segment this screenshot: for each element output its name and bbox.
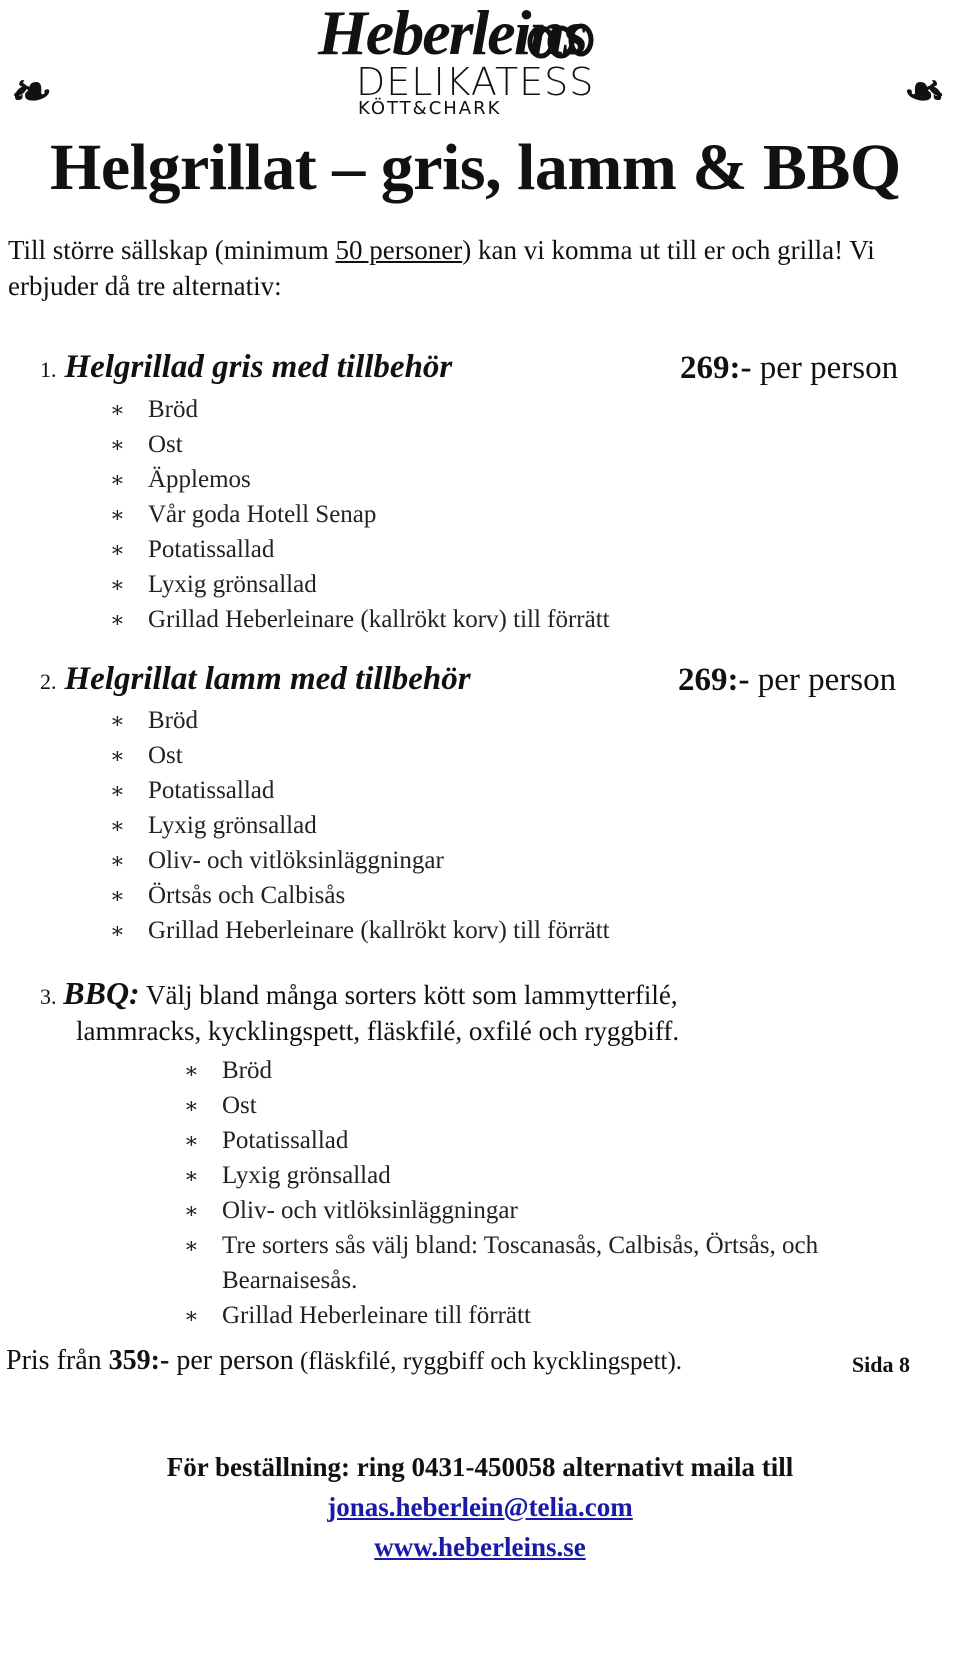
item-2-price-value: 269:- [678, 662, 750, 698]
website-row [0, 1532, 960, 1563]
bbq-price-line [6, 1345, 682, 1377]
list-item: ∗ Ost [182, 1088, 892, 1123]
order-info: För beställning: ring 0431-450058 alternativt maila till [166, 1452, 794, 1482]
list-item: ∗ Tre sorters sås välj bland: Toscanasås, Calbisås, Örtsås, och Bearnaisesås. [182, 1228, 892, 1298]
item-2-price [678, 662, 896, 699]
bbq-price-note: (fläskfilé, ryggbiff och kycklingspett). [293, 1348, 683, 1375]
list-item: ∗ Lyxig grönsallad [108, 567, 610, 602]
item-2-heading [40, 660, 471, 698]
bbq-price-prefix: Pris från [6, 1345, 109, 1376]
heberleins-logo [300, 0, 630, 119]
item-3-name: BBQ: [63, 975, 140, 1011]
list-item: ∗ Örtsås och Calbisås [108, 878, 610, 913]
item-1-price-unit: per person [751, 350, 899, 386]
page-number: Sida 8 [851, 1352, 910, 1377]
list-item: ∗ Grillad Heberleinare (kallrökt korv) till förrätt [108, 602, 610, 637]
intro-text-start: Till större sällskap (minimum [8, 235, 336, 265]
item-1-heading [40, 348, 452, 386]
intro-text-end: ) kan vi komma ut till er och grilla! Vi erbjuder då tre alternativ: [8, 235, 875, 301]
list-item: ∗ Oliv- och vitlöksinläggningar [182, 1193, 892, 1228]
item-2-accompaniments [108, 703, 610, 948]
list-item: ∗ Äpplemos [108, 462, 610, 497]
bbq-price-unit: per person [169, 1345, 294, 1376]
item-2-name: Helgrillat lamm med tillbehör [64, 661, 471, 697]
list-item: ∗ Lyxig grönsallad [108, 808, 610, 843]
page-title: Helgrillat – gris, lamm & BBQ [50, 131, 901, 204]
list-item: ∗ Potatissallad [108, 532, 610, 567]
item-2-price-unit: per person [749, 662, 897, 698]
item-1-price [680, 350, 898, 387]
intro-minimum-guests: 50 personer [335, 235, 463, 265]
logo-kott-chark: KÖTT&CHARK [358, 98, 502, 119]
item-3-number: 3. [40, 984, 57, 1009]
email-row [0, 1492, 960, 1523]
item-2-number: 2. [40, 669, 57, 694]
item-1-number: 1. [40, 357, 57, 382]
item-1-accompaniments [108, 392, 610, 637]
list-item: ∗ Vår goda Hotell Senap [108, 497, 610, 532]
item-3-description-2: lammracks, kycklingspett, fläskfilé, oxfilé och ryggbiff. [76, 1016, 680, 1046]
list-item: ∗ Ost [108, 738, 610, 773]
list-item: ∗ Bröd [108, 392, 610, 427]
logo-script-text: Heberleins [318, 0, 586, 68]
list-item: ∗ Bröd [182, 1053, 892, 1088]
list-item: ∗ Oliv- och vitlöksinläggningar [108, 843, 610, 878]
list-item: ∗ Potatissallad [108, 773, 610, 808]
list-item: ∗ Ost [108, 427, 610, 462]
left-flourish-icon: ❧ [8, 66, 49, 119]
logo-rings-icon [525, 16, 595, 66]
item-3-heading [40, 975, 940, 1015]
bbq-price-value: 359:- [108, 1345, 170, 1376]
item-1-name: Helgrillad gris med tillbehör [64, 349, 453, 385]
list-item: ∗ Lyxig grönsallad [182, 1158, 892, 1193]
list-item: ∗ Bröd [108, 703, 610, 738]
item-3-accompaniments [182, 1053, 892, 1333]
list-item: ∗ Grillad Heberleinare till förrätt [182, 1298, 892, 1333]
item-3-description-1: Välj bland många sorters kött som lammytterfilé, [139, 980, 678, 1010]
list-item: ∗ Potatissallad [182, 1123, 892, 1158]
right-flourish-icon: ❧ [907, 66, 948, 119]
email-link[interactable]: jonas.heberlein@telia.com [327, 1492, 633, 1522]
list-item: ∗ Grillad Heberleinare (kallrökt korv) till förrätt [108, 913, 610, 948]
item-1-price-value: 269:- [680, 350, 752, 386]
website-link[interactable]: www.heberleins.se [374, 1532, 586, 1562]
logo-delikatess: DELIKATESS [356, 60, 595, 104]
intro-paragraph [8, 232, 953, 304]
